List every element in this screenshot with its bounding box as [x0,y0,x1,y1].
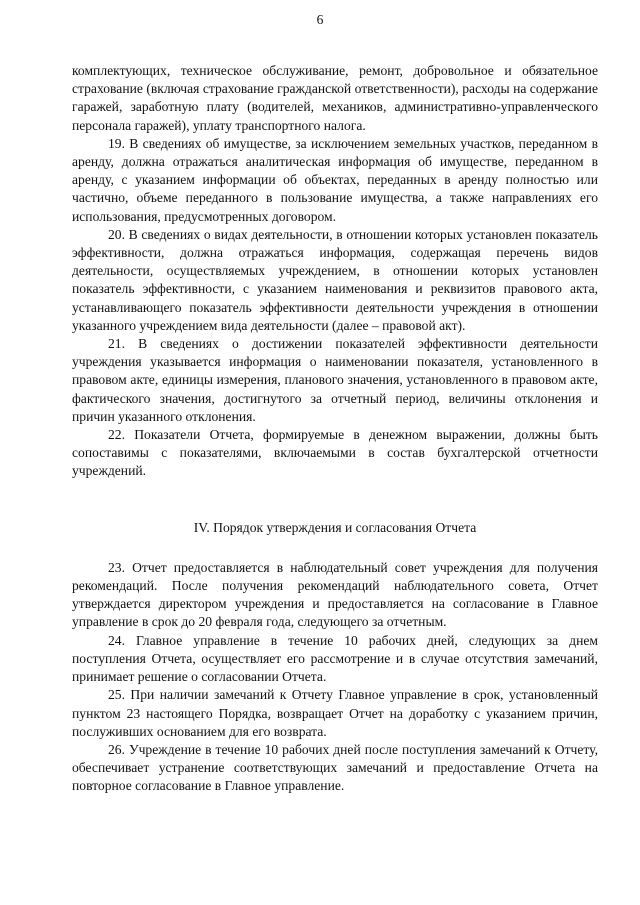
paragraph-23: 23. Отчет предоставляется в наблюдательный совет учреждения для получения рекомендаций. После получения рекомендаций наблюдательного совета, Отчет утверждается директором учреждения и предоставляется на согласование в Главное управление в срок до 20 февраля года, следующего за отчетным. [72,559,598,630]
paragraph-24: 24. Главное управление в течение 10 рабочих дней, следующих за днем поступления Отчета, осуществляет его рассмотрение и в случае отсутствия замечаний, принимает решение о согласовании Отчета. [72,632,598,685]
paragraph-22: 22. Показатели Отчета, формируемые в денежном выражении, должны быть сопоставимы с показателями, включаемыми в состав бухгалтерской отчетности учреждений. [72,427,598,479]
section-title: IV. Порядок утверждения и согласования Отчета [193,519,477,535]
page-number: 6 [316,12,324,27]
document-body [72,62,598,796]
paragraph-25: 25. При наличии замечаний к Отчету Главное управление в срок, установленный пунктом 23 настоящего Порядка, возвращает Отчет на доработку с указанием причин, послуживших основанием для его возврата. [72,687,598,739]
paragraph-21: 21. В сведениях о достижении показателей эффективности деятельности учреждения указывается информация о наименовании показателя, установленного в правовом акте, единицы измерения, планового значения, установленного в правовом акте, фактического значения, достигнутого за отчетный период, величины отклонения и причин указанного отклонения. [72,336,598,424]
paragraph-26: 26. Учреждение в течение 10 рабочих дней после поступления замечаний к Отчету, обеспечивает устранение соответствующих замечаний и предоставление Отчета на повторное согласование в Главное управление. [72,741,598,794]
paragraph-continuation: комплектующих, техническое обслуживание, ремонт, добровольное и обязательное страхование (включая страхование гражданской ответственности), расходы на содержание гаражей, заработную плату (водителей, механиков, административно-управленческого персонала гаражей), уплату транспортного налога. [72,63,598,133]
paragraph-19: 19. В сведениях об имуществе, за исключением земельных участков, переданном в аренду, должна отражаться аналитическая информация об имуществе, переданном в аренду, с указанием информации об объектах, переданных в аренду полностью или частично, объеме переданного в пользование имущества, а также направлениях его использования, предусмотренных договором. [72,135,598,224]
paragraph-20: 20. В сведениях о видах деятельности, в отношении которых установлен показатель эффективности, должна отражаться информация, содержащая перечень видов деятельности, осуществляемых учреждением, в отношении которых установлен показатель эффективности, с указанием наименования и реквизитов правового акта, устанавливающего показатель эффективности деятельности учреждения в отношении указанного учреждением вида деятельности (далее – правовой акт). [72,226,598,333]
